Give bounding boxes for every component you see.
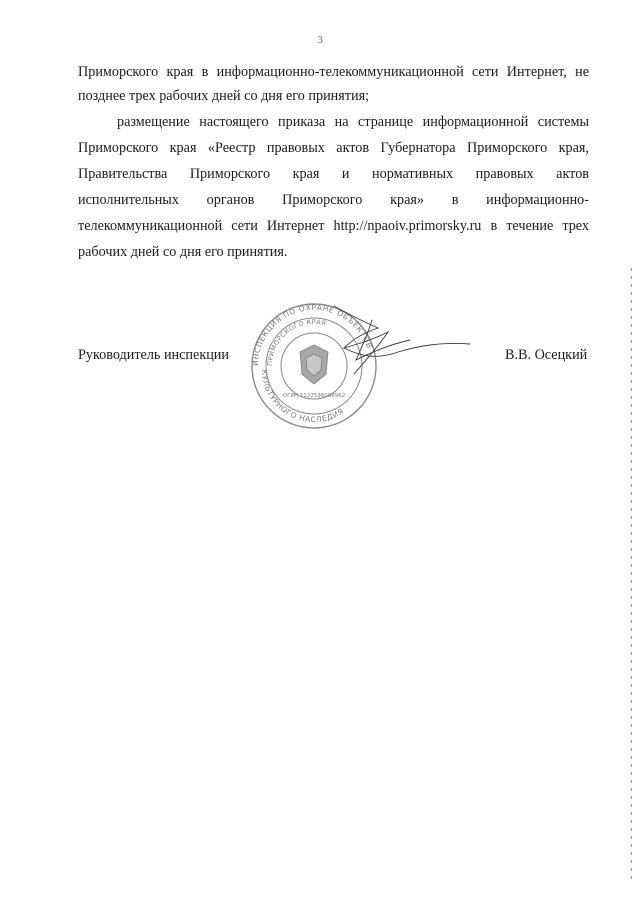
text-line: Приморского края в информационно-телекоммуникационной сети Интернет, не — [78, 64, 589, 80]
stamp-ogrn: ОГРН 1122536008962 — [282, 393, 346, 399]
stamp-outer-text-bottom: КУЛЬТУРНОГО НАСЛЕДИЯ — [259, 369, 346, 425]
text-line: позднее трех рабочих дней со дня его принятия; — [78, 88, 370, 104]
signatory-name: В.В. Осецкий — [505, 347, 588, 363]
scan-edge-line — [631, 268, 632, 883]
text-line: исполнительных органов Приморского края» в информационно- — [78, 192, 589, 208]
text-line: Приморского края «Реестр правовых актов Губернатора Приморского края, — [78, 140, 589, 156]
page-number: 3 — [317, 34, 323, 46]
stamp-middle-text: ПРИМОРСКОГО КРАЯ — [265, 317, 328, 367]
text-line: рабочих дней со дня его принятия. — [78, 244, 288, 260]
text-line: размещение настоящего приказа на странице информационной системы — [117, 114, 589, 130]
official-stamp — [248, 300, 473, 432]
signatory-position: Руководитель инспекции — [78, 347, 229, 363]
text-line: телекоммуникационной сети Интернет http://npaoiv.primorsky.ru в течение трех — [78, 218, 589, 234]
emblem-icon — [300, 345, 328, 384]
text-line: Правительства Приморского края и нормативных правовых актов — [78, 166, 589, 182]
stamp-outer-text: ИНСПЕКЦИЯ ПО ОХРАНЕ ОБЪЕКТОВ — [250, 302, 375, 367]
stamp-seal-graphic — [248, 300, 473, 432]
